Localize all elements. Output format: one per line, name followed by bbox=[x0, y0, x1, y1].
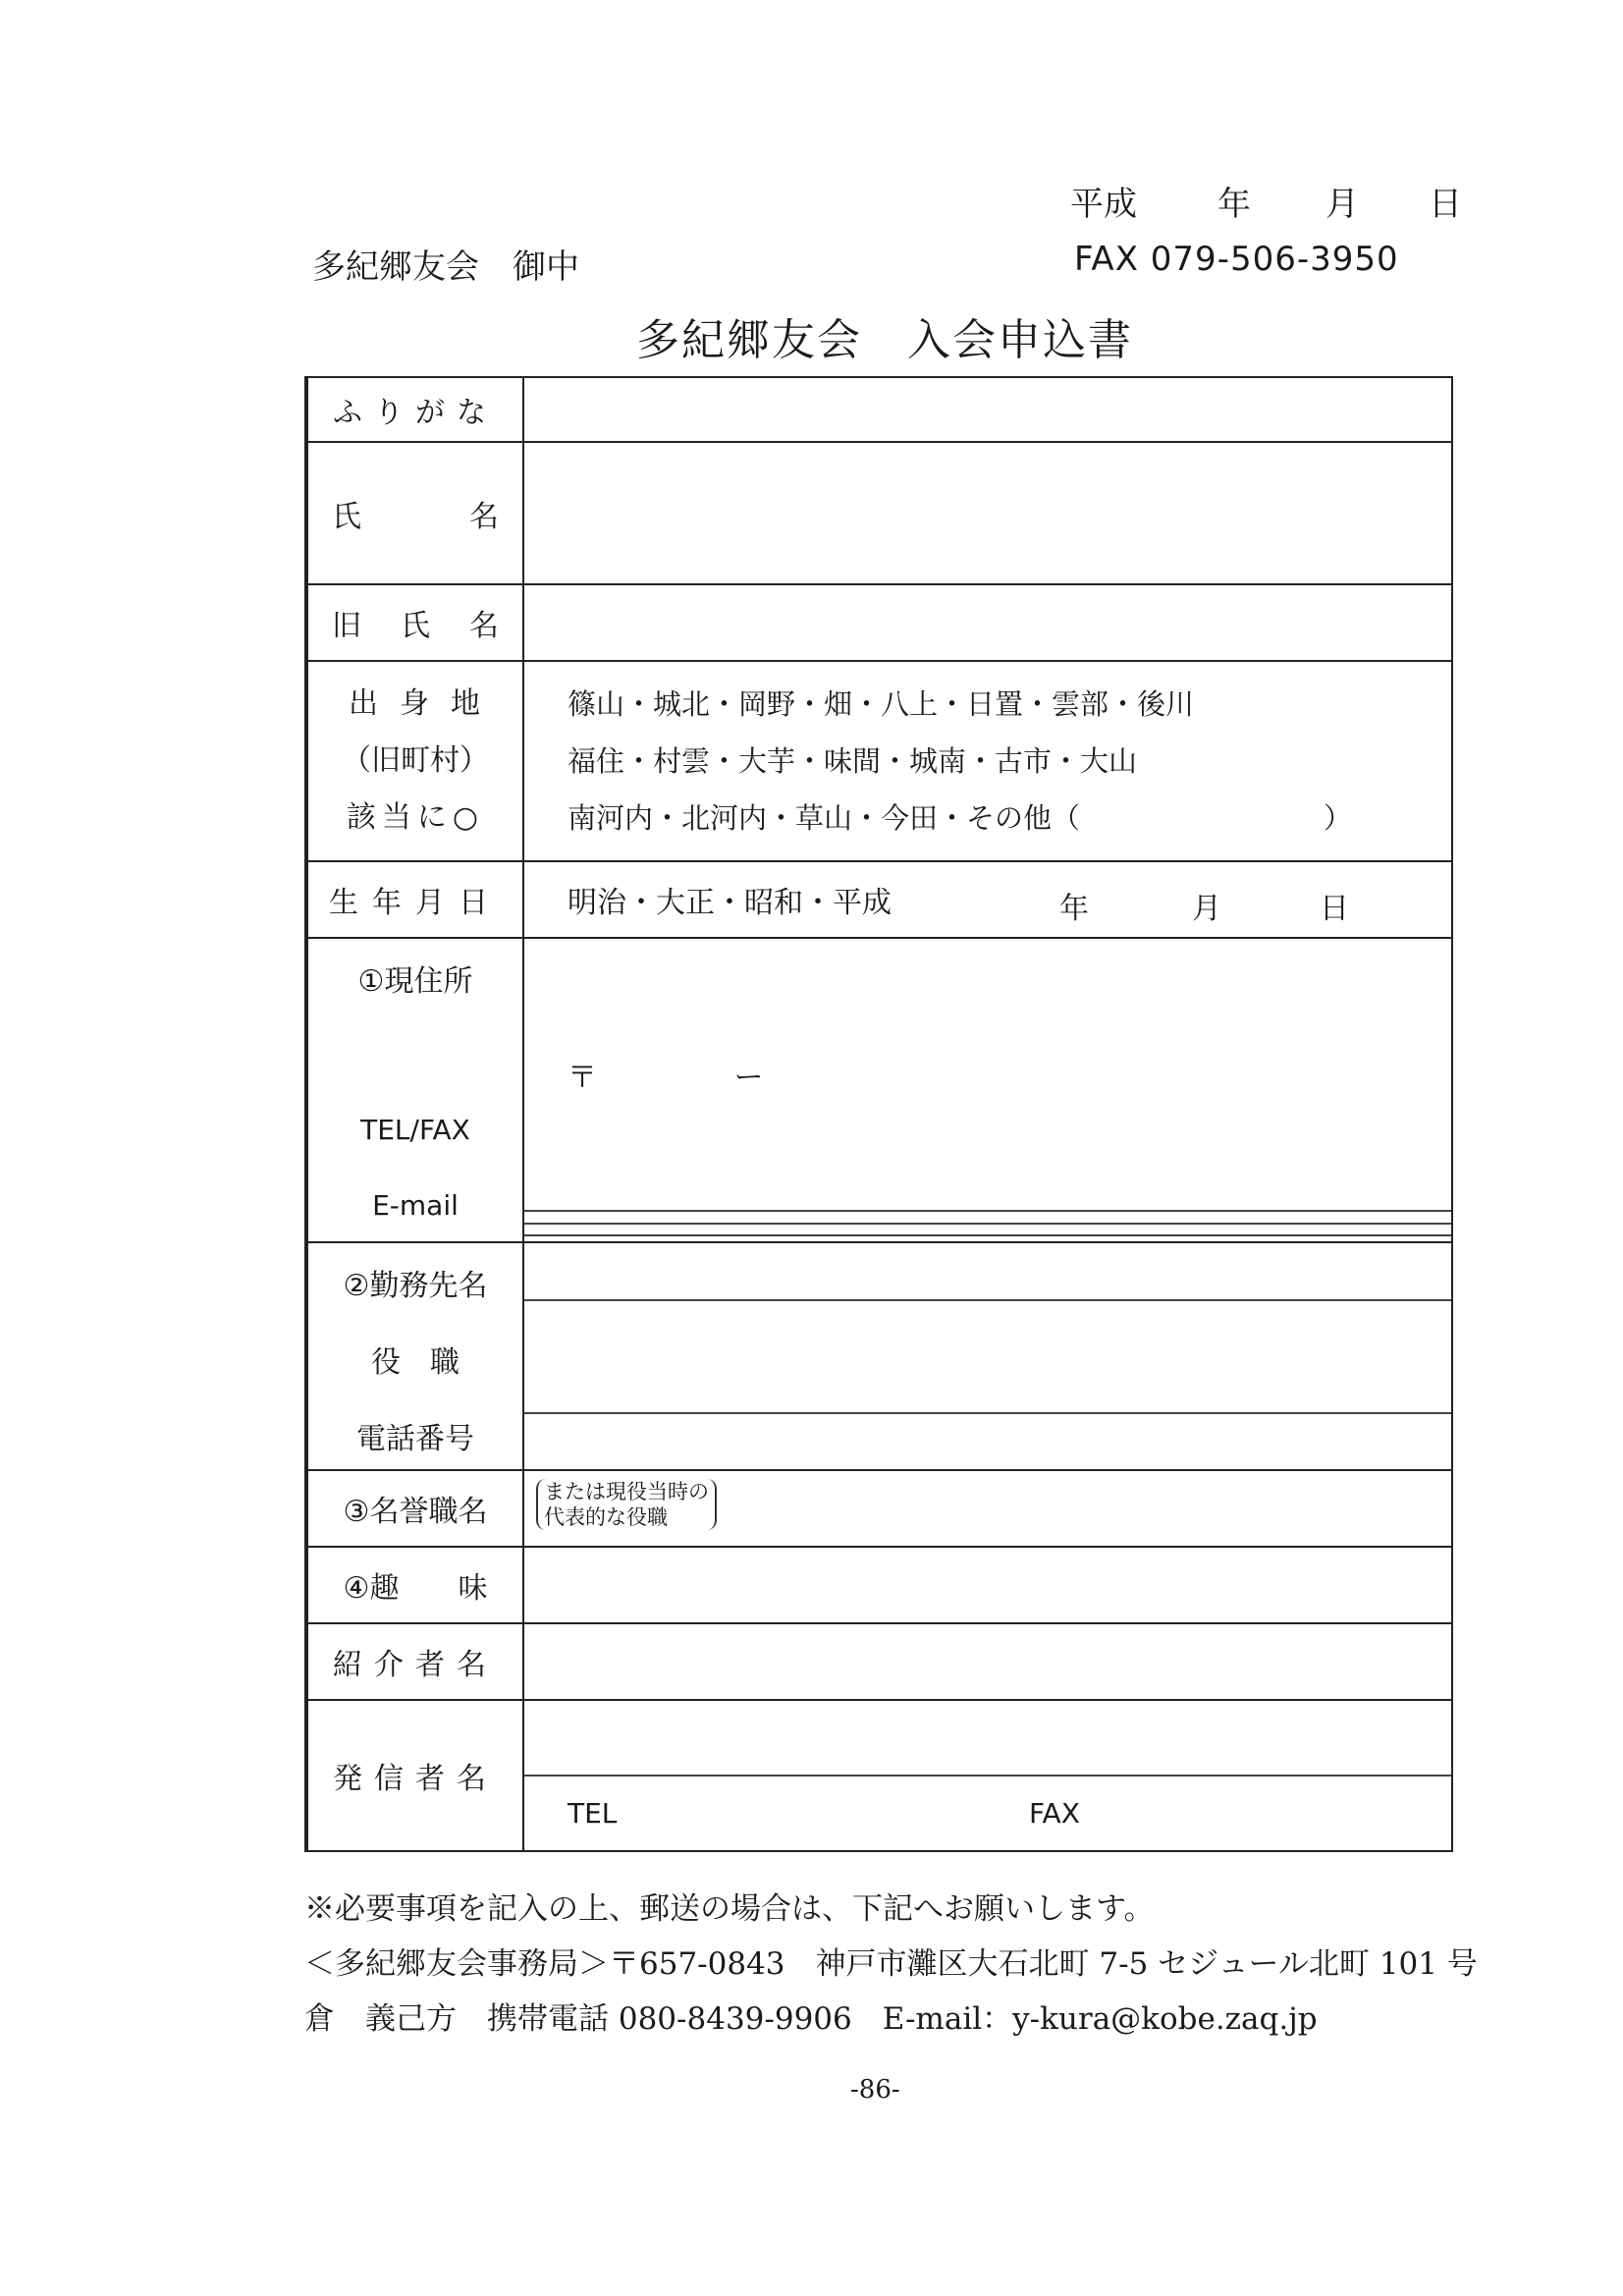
sender-label: 発信者名 bbox=[306, 1700, 523, 1851]
work-field[interactable] bbox=[524, 1243, 1451, 1300]
telfax-label: TEL/FAX bbox=[360, 1114, 470, 1146]
date-line bbox=[1070, 177, 1462, 225]
application-form bbox=[304, 376, 1453, 1852]
honor-note: または現役当時の 代表的な役職 bbox=[536, 1479, 717, 1530]
email-field[interactable] bbox=[524, 1235, 1451, 1241]
hobby-label: ④趣 味 bbox=[306, 1547, 523, 1623]
date-month: 月 bbox=[1325, 185, 1359, 224]
former-name-given-field[interactable] bbox=[988, 585, 1451, 660]
name-label: 氏 名 bbox=[306, 442, 523, 584]
postal-code-field[interactable]: 〒 ー bbox=[524, 939, 1451, 1211]
date-year: 年 bbox=[1217, 185, 1251, 224]
origin-line-1[interactable]: 篠山・城北・岡野・畑・八上・日置・雲部・後川 bbox=[568, 687, 1195, 721]
fax-number: FAX 079-506-3950 bbox=[1074, 240, 1399, 279]
origin-label: 出身地 （旧町村） 該当に○ bbox=[306, 661, 523, 861]
work-label-block bbox=[306, 1242, 523, 1470]
email-label: E-mail bbox=[372, 1189, 459, 1222]
birth-field[interactable] bbox=[523, 861, 1452, 938]
sender-tel-field[interactable]: TEL bbox=[568, 1797, 618, 1830]
position-field[interactable] bbox=[524, 1300, 1451, 1413]
work-label: ②勤務先名 bbox=[343, 1269, 488, 1303]
birth-label: 生年月日 bbox=[306, 861, 523, 938]
birth-eras[interactable]: 明治・大正・昭和・平成 bbox=[568, 886, 892, 920]
name-family-field[interactable] bbox=[524, 443, 988, 583]
page-title: 多紀郷友会 入会申込書 bbox=[636, 315, 1133, 365]
footer-note: ※必要事項を記入の上、郵送の場合は、下記へお願いします。 bbox=[304, 1891, 1155, 1927]
origin-other-close: ） bbox=[1324, 801, 1353, 835]
origin-line-2[interactable]: 福住・村雲・大芋・味間・城南・古市・大山 bbox=[568, 744, 1138, 778]
contact-line: 倉 義己方 携帯電話 080-8439-9906 E-mail：y-kura@kobe.zaq.jp bbox=[304, 2001, 1318, 2037]
origin-options[interactable] bbox=[523, 661, 1452, 861]
honor-label: ③名誉職名 bbox=[306, 1470, 523, 1547]
telfax-field[interactable] bbox=[524, 1224, 1451, 1235]
birth-day: 日 bbox=[1320, 892, 1349, 926]
honor-field[interactable] bbox=[523, 1470, 1452, 1547]
office-address: ＜多紀郷友会事務局＞〒657-0843 神戸市灘区大石北町 7-5 セジュール北町 101 号 bbox=[304, 1946, 1478, 1982]
former-name-label: 旧 氏 名 bbox=[306, 584, 523, 661]
address-label-block bbox=[306, 938, 523, 1242]
introducer-field[interactable] bbox=[523, 1623, 1452, 1700]
furigana-given-field[interactable] bbox=[988, 378, 1451, 441]
name-given-field[interactable] bbox=[988, 443, 1451, 583]
phone-label: 電話番号 bbox=[356, 1422, 474, 1456]
sender-fax-field[interactable]: FAX bbox=[1029, 1797, 1080, 1830]
date-era: 平成 bbox=[1070, 185, 1137, 224]
furigana-family-field[interactable] bbox=[524, 378, 988, 441]
date-day: 日 bbox=[1429, 185, 1462, 224]
phone-field[interactable] bbox=[524, 1413, 1451, 1470]
address-label: ①現住所 bbox=[357, 964, 473, 999]
hobby-field[interactable] bbox=[523, 1547, 1452, 1623]
address-field[interactable] bbox=[524, 1211, 1451, 1223]
addressee: 多紀郷友会 御中 bbox=[312, 247, 579, 287]
furigana-label: ふりがな bbox=[306, 377, 523, 442]
birth-year: 年 bbox=[1059, 892, 1089, 926]
birth-month: 月 bbox=[1192, 892, 1221, 926]
position-label: 役 職 bbox=[371, 1345, 460, 1380]
origin-line-3[interactable]: 南河内・北河内・草山・今田・その他（ bbox=[568, 801, 1081, 835]
page-number: -86- bbox=[850, 2075, 900, 2105]
sender-name-field[interactable] bbox=[524, 1701, 1451, 1776]
former-name-family-field[interactable] bbox=[524, 585, 988, 660]
introducer-label: 紹介者名 bbox=[306, 1623, 523, 1700]
